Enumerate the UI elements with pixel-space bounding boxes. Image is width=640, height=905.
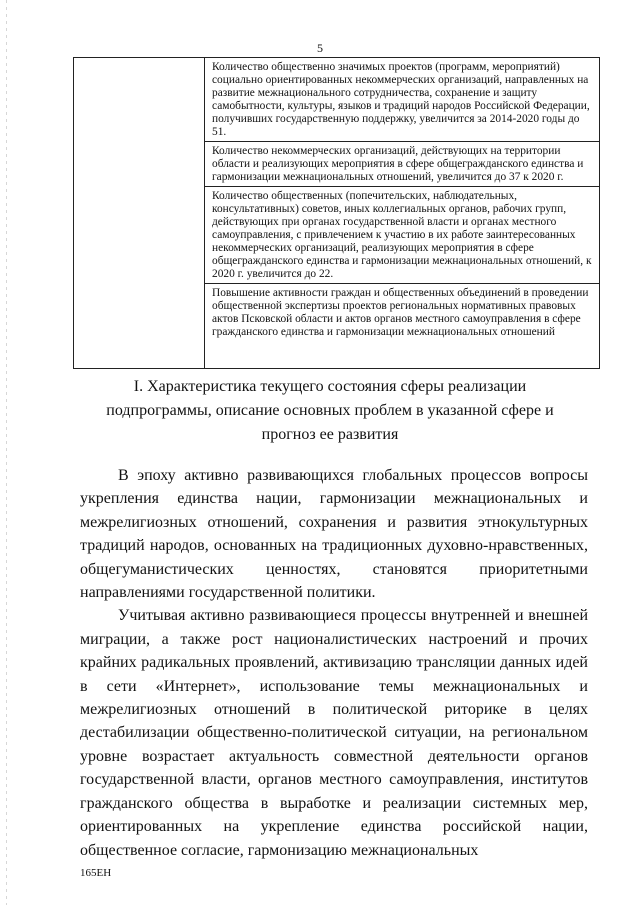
table-row: Количество некоммерческих организаций, действующих на территории области и реализующих мероприятия в сфере общегражданского единства и гармонизации межнациональных отношений, увеличится до 37 к 2020 г. bbox=[205, 142, 599, 187]
paragraph: В эпоху активно развивающихся глобальных процессов вопросы укрепления единства нации, гармонизации межнациональных и межрелигиозных отношений, сохранения и развития этнокультурных традиций народов, основанных на традиционных духовно-нравственных, общегуманистических ценностях, становятся приоритетными направлениями государственной политики. bbox=[80, 467, 588, 602]
table-right-cell bbox=[205, 58, 599, 368]
section-heading: I. Характеристика текущего состояния сферы реализации подпрограммы, описание основных проблем в указанной сфере и прогноз ее развития bbox=[106, 378, 554, 443]
table-left-cell bbox=[74, 58, 205, 368]
table-row: Количество общественно значимых проектов (программ, мероприятий) социально ориентированных некоммерческих организаций, направленных на развитие межнационального сотрудничества, сохранение и защиту самобытности, культуры, языков и традиций народов Российской Федерации, получивших государственную поддержку, увеличится за 2014-2020 годы до 51. bbox=[205, 58, 599, 142]
document-code: 165ЕН bbox=[80, 867, 112, 879]
indicators-table bbox=[73, 57, 600, 369]
table-row: Повышение активности граждан и общественных объединений в проведении общественной экспертизы проектов региональных нормативных правовых актов Псковской области и актов органов местного самоуправления в сфере гражданского единства и гармонизации межнациональных отношений bbox=[212, 287, 589, 338]
page-edge bbox=[6, 0, 7, 905]
table-row: Количество общественных (попечительских, наблюдательных, консультативных) советов, иных коллегиальных органов, рабочих групп, действующих при органах государственной власти и органах местного самоуправления, с привлечением к участию в их работе заинтересованных некоммерческих организаций, реализующих мероприятия в сфере общегражданского единства и гармонизации межнациональных отношений, к 2020 г. увеличится до 22. bbox=[205, 187, 599, 284]
paragraph: Учитывая активно развивающиеся процессы внутренней и внешней миграции, а также рост националистических настроений и прочих крайних радикальных проявлений, активизацию трансляции данных идей в сети «Интернет», использование темы межнациональных и межрелигиозных отношений в политической риторике в целях дестабилизации общественно-политической ситуации, на региональном уровне возрастает актуальность совместной деятельности органов государственной власти, органов местного самоуправления, институтов гражданского общества в выработке и реализации системных мер, ориентированных на укрепление единства российской нации, общественное согласие, гармонизацию межнациональных bbox=[80, 607, 588, 859]
page-number: 5 bbox=[317, 41, 323, 55]
body-text bbox=[80, 464, 588, 862]
